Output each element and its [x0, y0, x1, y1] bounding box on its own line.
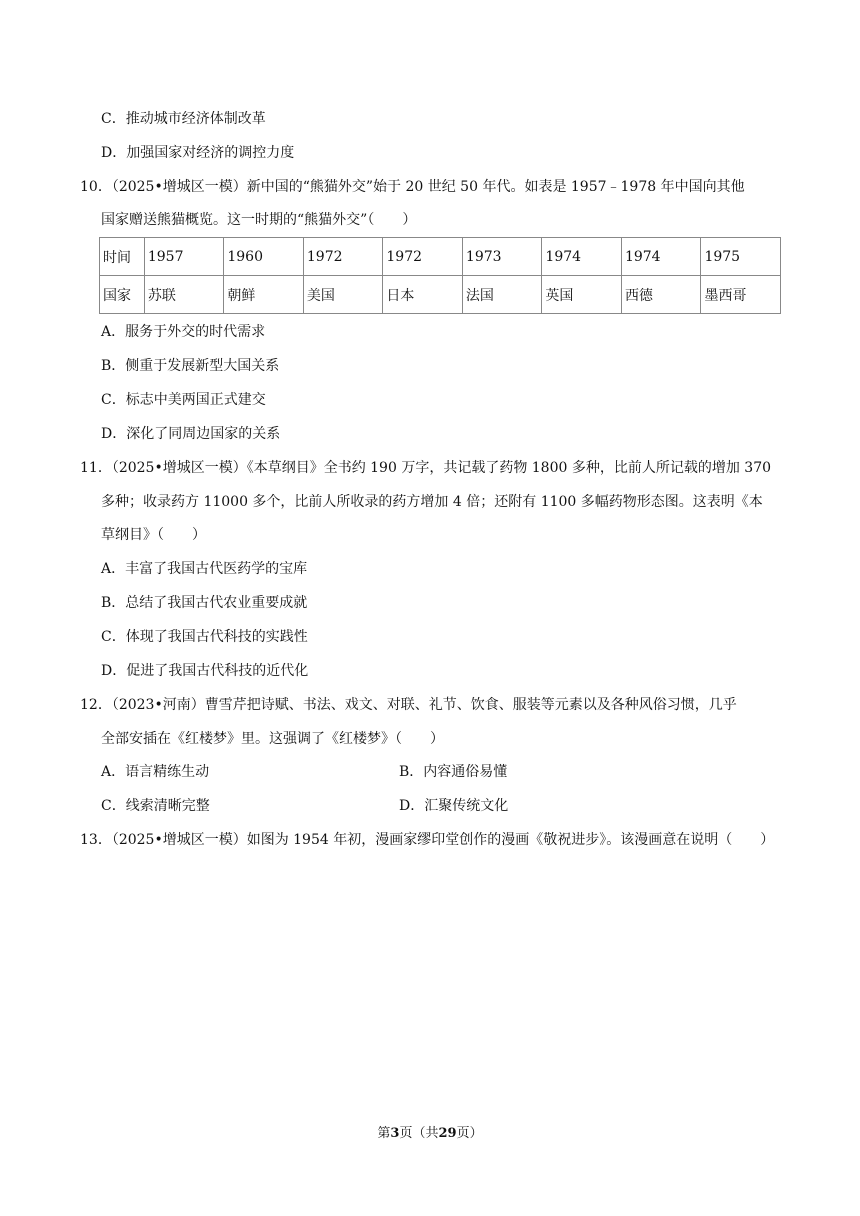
table-cell: 美国 [303, 276, 383, 314]
table-cell: 1957 [144, 238, 224, 276]
table-cell: 1975 [701, 238, 781, 276]
panda-gift-table [99, 237, 781, 314]
q10-option-b: B．侧重于发展新型大国关系 [101, 358, 280, 374]
q12-option-a: A．语言精练生动 [101, 764, 210, 780]
footer-suffix: 页） [456, 1126, 483, 1141]
page-footer [0, 1125, 860, 1143]
q11-stem-line-1: 11．（2025•增城区一模）《本草纲目》全书约 190 万字，共记载了药物 1800 多种，比前人所记载的增加 370 [80, 460, 772, 476]
table-cell: 西德 [621, 276, 701, 314]
footer-prefix: 第 [377, 1126, 391, 1141]
table-cell: 1972 [383, 238, 463, 276]
q10-stem-line-2: 国家赠送熊猫概览。这一时期的“熊猫外交”（ ） [101, 212, 417, 228]
q9-option-d: D．加强国家对经济的调控力度 [101, 145, 295, 161]
q13-stem-line-1: 13．（2025•增城区一模）如图为 1954 年初，漫画家缪印堂创作的漫画《敬祝进步》。该漫画意在说明（ ） [80, 832, 775, 848]
q12-option-b: B．内容通俗易懂 [399, 764, 508, 780]
table-cell: 英国 [542, 276, 622, 314]
table-cell: 1960 [224, 238, 304, 276]
q10-option-c: C．标志中美两国正式建交 [101, 392, 266, 408]
q12-option-c: C．线索清晰完整 [101, 798, 210, 814]
table-cell: 苏联 [144, 276, 224, 314]
table-cell: 1973 [462, 238, 542, 276]
q10-option-a: A．服务于外交的时代需求 [101, 324, 266, 340]
q11-option-b: B．总结了我国古代农业重要成就 [101, 595, 308, 611]
table-row [100, 238, 781, 276]
footer-page-number: 3 [390, 1126, 400, 1141]
table-cell: 1972 [303, 238, 383, 276]
q11-option-a: A．丰富了我国古代医药学的宝库 [101, 561, 308, 577]
q10-option-d: D．深化了同周边国家的关系 [101, 426, 281, 442]
table-cell: 日本 [383, 276, 463, 314]
q12-stem-line-1: 12．（2023•河南）曹雪芹把诗赋、书法、戏文、对联、礼节、饮食、服装等元素以及各种风俗习惯，几乎 [80, 697, 737, 713]
table-row [100, 276, 781, 314]
footer-middle: 页（共 [399, 1126, 439, 1141]
table-cell: 1974 [621, 238, 701, 276]
table-cell: 朝鲜 [224, 276, 304, 314]
table-cell: 墨西哥 [701, 276, 781, 314]
table-cell: 时间 [100, 238, 145, 276]
q11-stem-line-2: 多种；收录药方 11000 多个，比前人所收录的药方增加 4 倍；还附有 1100 多幅药物形态图。这表明《本 [101, 494, 763, 510]
q11-option-c: C．体现了我国古代科技的实践性 [101, 629, 308, 645]
q12-option-d: D．汇聚传统文化 [399, 798, 509, 814]
table-cell: 国家 [100, 276, 145, 314]
q11-stem-line-3: 草纲目》（ ） [101, 527, 206, 543]
q9-option-c: C．推动城市经济体制改革 [101, 111, 266, 127]
footer-total-pages: 29 [438, 1126, 457, 1141]
q10-stem-line-1: 10．（2025•增城区一模）新中国的“熊猫外交”始于 20 世纪 50 年代。如表是 1957﹣1978 年中国向其他 [80, 179, 745, 195]
table-cell: 1974 [542, 238, 622, 276]
q11-option-d: D．促进了我国古代科技的近代化 [101, 663, 309, 679]
table-cell: 法国 [462, 276, 542, 314]
q12-stem-line-2: 全部安插在《红楼梦》里。这强调了《红楼梦》（ ） [101, 731, 444, 747]
